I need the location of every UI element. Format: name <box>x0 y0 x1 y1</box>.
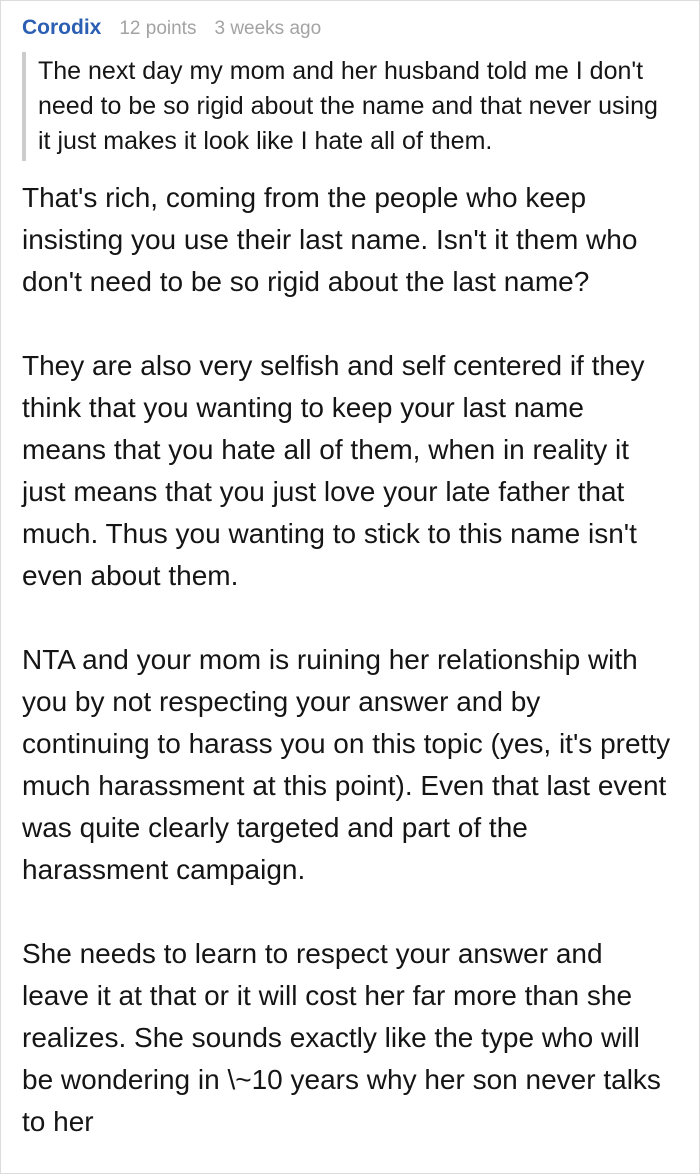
comment-author-link[interactable]: Corodix <box>22 16 102 39</box>
quoted-parent-text: The next day my mom and her husband told me I don't need to be so rigid about the name and that never using it just makes it look like I hate all of them. <box>22 52 675 161</box>
comment-paragraph-2: They are also very selfish and self centered if they think that you wanting to keep your last name means that you hate all of them, when in reality it just means that you just love your late father that much. Thus you wanting to stick to this name isn't even about them. <box>22 350 645 591</box>
comment-timestamp: 3 weeks ago <box>214 18 322 39</box>
comment-header <box>22 15 675 42</box>
comment-points: 12 points <box>119 18 197 39</box>
comment-paragraph-1: That's rich, coming from the people who keep insisting you use their last name. Isn't it them who don't need to be so rigid about the last name? <box>22 182 638 297</box>
comment-paragraph-3: NTA and your mom is ruining her relationship with you by not respecting your answer and by continuing to harass you on this topic (yes, it's pretty much harassment at this point). Even that last event was quite clearly targeted and part of the harassment campaign. <box>22 644 671 885</box>
comment-paragraph-4: She needs to learn to respect your answer and leave it at that or it will cost her far more than she realizes. She sounds exactly like the type who will be wondering in \~10 years why her son never talks to her <box>22 938 661 1137</box>
